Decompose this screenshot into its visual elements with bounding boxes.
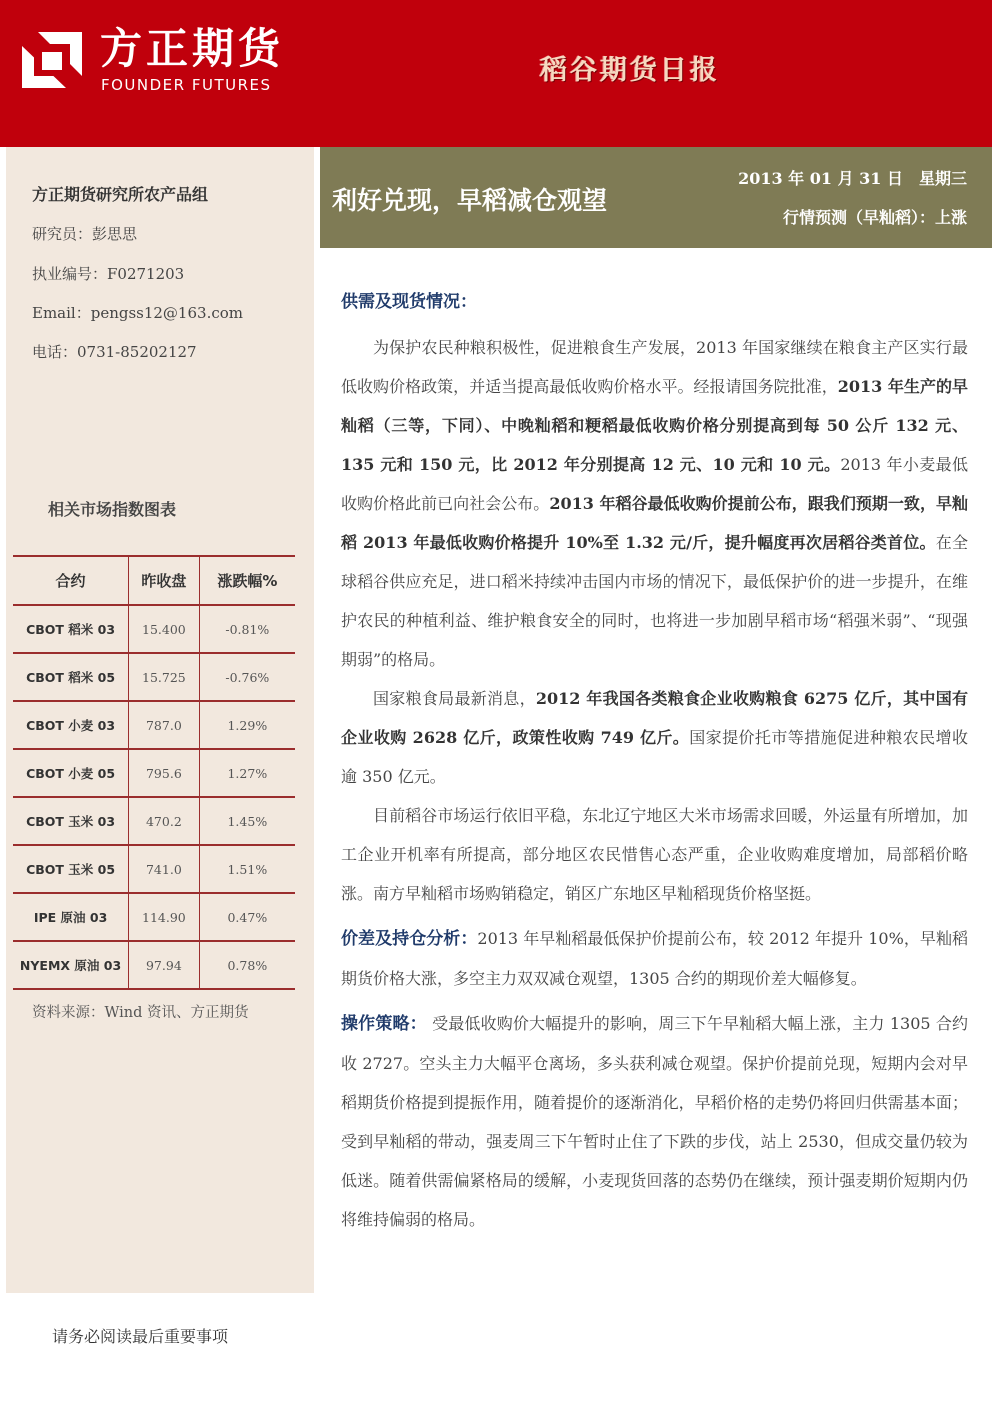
text-run-bold: 2012 年我国各类粮食企业收购粮食 6275 亿斤，其中国有企业收购 2628 亿斤，政策性收购 749 亿斤。	[341, 689, 968, 747]
logo-english-text: FOUNDER FUTURES	[101, 76, 272, 94]
table-cell: CBOT 小麦 05	[13, 749, 129, 797]
text-run-bold: 2013 年生产的早籼稻（三等，下同）、中晚籼稻和粳稻最低收购价格分别提高到每 50 公斤 132 元、135 元和 150 元，比 2012 年分别提高 12 元、10 元和 10 元。	[341, 377, 968, 474]
table-cell: CBOT 稻米 03	[13, 605, 129, 653]
table-row	[13, 797, 295, 845]
main-title: 利好兑现，早稻减仓观望	[332, 186, 608, 215]
table-cell: IPE 原油 03	[13, 893, 129, 941]
table-row	[13, 749, 295, 797]
founder-logo-icon	[20, 30, 84, 90]
sidebar-phone: 电话：0731-85202127	[32, 343, 197, 361]
logo-chinese-text: 方正期货	[100, 24, 285, 73]
paragraph-spread	[341, 919, 968, 998]
article-body	[341, 282, 968, 1239]
text-run: 2013 年小麦最低收购价格此前已向社会公布。	[341, 455, 968, 513]
section-heading-spread: 价差及持仓分析：	[341, 929, 478, 949]
table-cell: 787.0	[129, 701, 200, 749]
table-cell: CBOT 玉米 05	[13, 845, 129, 893]
table-cell: 470.2	[129, 797, 200, 845]
table-header-cell: 涨跌幅%	[199, 556, 295, 605]
text-run: 国家提价托市等措施促进种粮农民增收逾 350 亿元。	[341, 728, 968, 786]
table-cell: -0.76%	[199, 653, 295, 701]
table-row	[13, 701, 295, 749]
table-cell: CBOT 稻米 05	[13, 653, 129, 701]
sidebar-email: Email：pengss12@163.com	[32, 304, 243, 322]
table-cell: 1.27%	[199, 749, 295, 797]
table-row	[13, 605, 295, 653]
table-cell: -0.81%	[199, 605, 295, 653]
table-cell: 1.29%	[199, 701, 295, 749]
paragraph-market	[341, 796, 968, 913]
table-cell: 795.6	[129, 749, 200, 797]
table-cell: 1.45%	[199, 797, 295, 845]
text-run: 为保护农民种粮积极性，促进粮食生产发展，2013 年国家继续在粮食主产区实行最低收购价格政策，并适当提高最低收购价格水平。经报请国务院批准，	[341, 338, 968, 396]
footer-disclaimer-note: 请务必阅读最后重要事项	[52, 1327, 229, 1346]
table-cell: 1.51%	[199, 845, 295, 893]
table-header-row	[13, 556, 295, 605]
text-run-bold: 2013 年稻谷最低收购价提前公布，跟我们预期一致，早籼稻 2013 年最低收购价格提升 10%至 1.32 元/斤，提升幅度再次居稻谷类首位。	[341, 494, 968, 552]
paragraph-policy	[341, 328, 968, 679]
table-row	[13, 893, 295, 941]
table-row	[13, 845, 295, 893]
section-heading-strategy: 操作策略：	[341, 1014, 427, 1034]
table-cell: 741.0	[129, 845, 200, 893]
report-title: 稻谷期货日报	[540, 55, 720, 86]
text-run: 受最低收购价大幅提升的影响，周三下午早籼稻大幅上涨，主力 1305 合约收 2727。空头主力大幅平仓离场，多头获利减仓观望。保护价提前兑现，短期内会对早稻期货价格提到提振作用，随着提价的逐渐消化，早稻价格的走势仍将回归供需基本面；受到早籼稻的带动，强麦周三下午暂时止住了下跌的步伐，站上 2530，但成交量仍较为低迷。随着供需偏紧格局的缓解，小麦现货回落的态势仍在继续，预计强麦期价短期内仍将维持偏弱的格局。	[341, 1014, 969, 1229]
market-prediction: 行情预测（早籼稻）：上涨	[782, 208, 967, 227]
table-header-cell: 合约	[13, 556, 129, 605]
market-index-table	[13, 555, 295, 990]
paragraph-grain-bureau	[341, 679, 968, 796]
sidebar-org: 方正期货研究所农产品组	[32, 185, 209, 204]
table-header-cell: 昨收盘	[129, 556, 200, 605]
sidebar-researcher: 研究员：彭思思	[32, 225, 138, 243]
heading-text: 供需及现货情况：	[341, 292, 477, 312]
table-cell: CBOT 小麦 03	[13, 701, 129, 749]
data-source-note: 资料来源：Wind 资讯、方正期货	[32, 1005, 249, 1021]
market-table-title: 相关市场指数图表	[48, 500, 177, 519]
text-run: 国家粮食局最新消息，	[373, 689, 536, 708]
table-cell: 15.725	[129, 653, 200, 701]
table-cell: 0.47%	[199, 893, 295, 941]
text-run: 目前稻谷市场运行依旧平稳，东北辽宁地区大米市场需求回暖，外运量有所增加，加工企业开机率有所提高，部分地区农民惜售心态严重，企业收购难度增加，局部稻价略涨。南方早籼稻市场购销稳定，销区广东地区早籼稻现货价格坚挺。	[341, 806, 968, 903]
table-cell: 97.94	[129, 941, 200, 989]
header-banner	[0, 0, 992, 147]
table-cell: CBOT 玉米 03	[13, 797, 129, 845]
table-cell: 0.78%	[199, 941, 295, 989]
report-date: 2013 年 01 月 31 日 星期三	[738, 169, 967, 188]
table-row	[13, 941, 295, 989]
section-heading-supply	[341, 282, 968, 322]
text-run: 在全球稻谷供应充足，进口稻米持续冲击国内市场的情况下，最低保护价的进一步提升，在维护农民的种植利益、维护粮食安全的同时，也将进一步加剧早稻市场“稻强米弱”、“现强期弱”的格局。	[341, 533, 968, 669]
table-row	[13, 653, 295, 701]
text-run: 2013 年早籼稻最低保护价提前公布，较 2012 年提升 10%，早籼稻期货价格大涨，多空主力双双减仓观望，1305 合约的期现价差大幅修复。	[341, 929, 968, 988]
table-cell: 114.90	[129, 893, 200, 941]
paragraph-strategy	[341, 1004, 968, 1239]
table-cell: 15.400	[129, 605, 200, 653]
table-cell: NYEMX 原油 03	[13, 941, 129, 989]
sidebar-license: 执业编号：F0271203	[32, 265, 185, 283]
